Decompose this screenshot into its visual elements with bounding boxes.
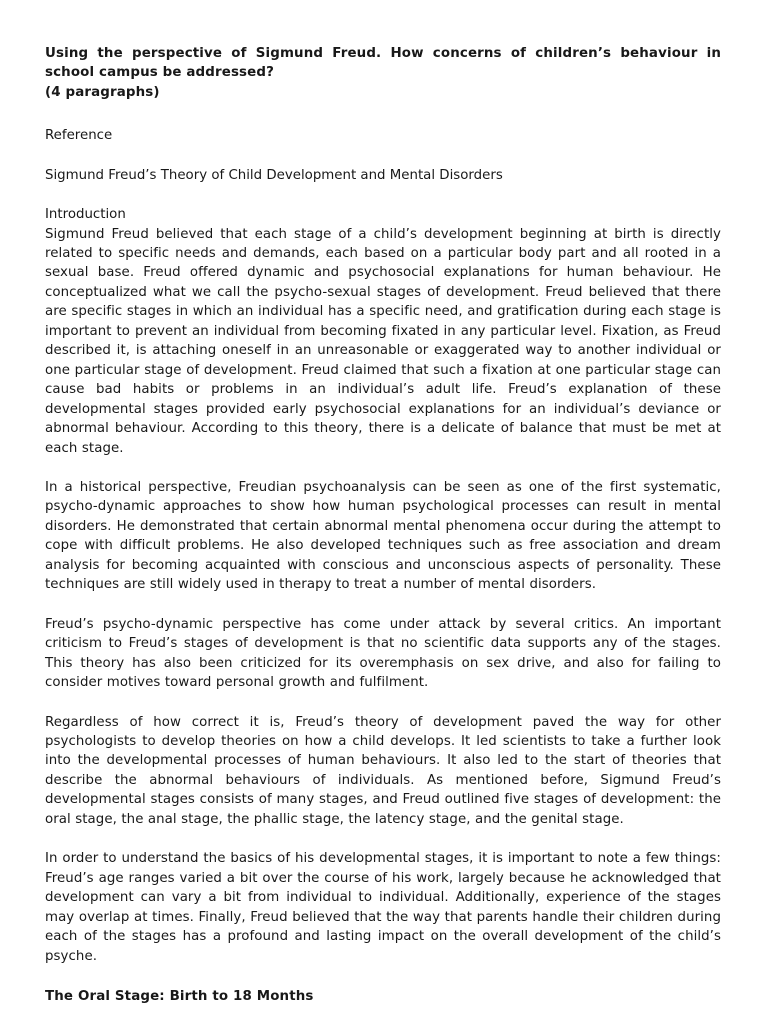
reference-label: Reference	[45, 128, 113, 144]
document-subtitle: Sigmund Freud’s Theory of Child Development and Mental Disorders	[45, 167, 503, 183]
paragraph-4: Regardless of how correct it is, Freud’s theory of development paved the way for other psychologists to develop theories on how a child develops. It led scientists to take a further look into the developmental processes of human behaviours. It also led to the start of theories that describe the abnormal behaviours of individuals. As mentioned before, Sigmund Freud’s developmental stages consists of many stages, and Freud outlined five stages of development: the oral stage, the anal stage, the phallic stage, the latency stage, and the genital stage.	[45, 714, 721, 827]
spacer	[45, 693, 721, 713]
page-title-text: Using the perspective of Sigmund Freud. How concerns of children’s behaviour in school campus be addressed?	[45, 46, 721, 81]
document-title-block	[45, 44, 721, 102]
paragraph-1: Sigmund Freud believed that each stage of a child’s development beginning at birth is directly related to specific needs and demands, each based on a particular body part and all rooted in a sexual base. Freud offered dynamic and psychosocial explanations for human behaviour. He conceptualized what we call the psycho-sexual stages of development. Freud believed that there are specific stages in which an individual has a specific need, and gratification during each stage is important to prevent an individual from becoming fixated in any particular level. Fixation, as Freud described it, is attaching oneself in an unreasonable or exaggerated way to another individual or one particular stage of development. Freud claimed that such a fixation at one particular stage can cause bad habits or problems in an individual’s adult life. Freud’s explanation of these developmental stages provided early psychosocial explanations for an individual’s deviance or abnormal behaviour. According to this theory, there is a delicate of balance that must be met at each stage.	[45, 226, 721, 456]
paragraph-5: In order to understand the basics of his developmental stages, it is important to note a few things: Freud’s age ranges varied a bit over the course of his work, largely because he acknowledged that development can vary a bit from individual to individual. Additionally, experience of the stages may overlap at times. Finally, Freud believed that the way that parents handle their children during each of the stages has a profound and lasting impact on the overall development of the child’s psyche.	[45, 851, 721, 964]
page-title-subnote: (4 paragraphs)	[45, 84, 160, 100]
spacer	[45, 146, 721, 166]
spacer	[45, 595, 721, 615]
spacer	[45, 458, 721, 478]
paragraph-3: Freud’s psycho-dynamic perspective has come under attack by several critics. An important criticism to Freud’s stages of development is that no scientific data supports any of the stages. This theory has also been criticized for its overemphasis on sex drive, and also for failing to consider motives toward personal growth and fulfilment.	[45, 616, 721, 691]
spacer	[45, 102, 721, 126]
section-heading-oral-stage: The Oral Stage: Birth to 18 Months	[45, 988, 314, 1004]
spacer	[45, 829, 721, 849]
spacer	[45, 185, 721, 205]
page-title	[45, 44, 721, 102]
introduction-label: Introduction	[45, 207, 126, 223]
spacer	[45, 966, 721, 987]
paragraph-2: In a historical perspective, Freudian psychoanalysis can be seen as one of the first systematic, psycho-dynamic approaches to show how human psychological processes can result in mental disorders. He demonstrated that certain abnormal mental phenomena occur during the attempt to cope with difficult problems. He also developed techniques such as free association and dream analysis for becoming acquainted with conscious and unconscious aspects of personality. These techniques are still widely used in therapy to treat a number of mental disorders.	[45, 480, 721, 593]
